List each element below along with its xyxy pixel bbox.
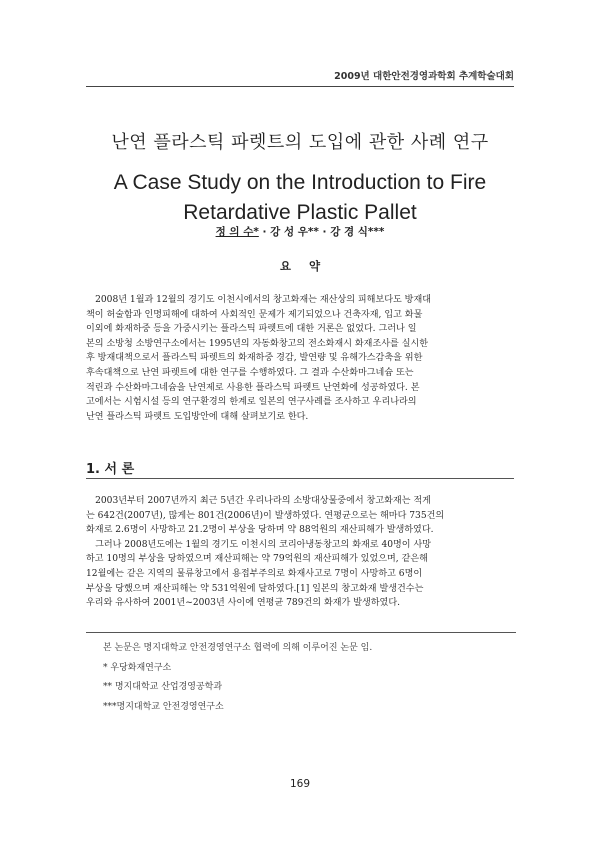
section-divider <box>86 478 514 479</box>
abstract-line: 2008년 1월과 12월의 경기도 이천시에서의 창고화재는 재산상의 피해보다도 방재대 <box>86 295 432 305</box>
english-title-line-2: Retardative Plastic Pallet <box>183 201 417 224</box>
title-block <box>86 128 514 228</box>
abstract-line: 이외에 화재하중 등을 가중시키는 플라스틱 파렛트에 대한 거론은 없었다. 그러나 일 <box>86 324 417 335</box>
introduction-line: 부상을 당했으며 재산피해는 약 531억원에 달하였다.[1] 일본의 창고화재 발생건수는 <box>86 583 424 594</box>
author-separator: · <box>322 226 327 238</box>
abstract-line: 적린과 수산화마그네슘을 난연제로 사용한 플라스틱 파렛트 난연화에 성공하였다. 본 <box>86 382 420 393</box>
introduction-line: 하고 10명의 부상을 당하였으며 재산피해는 약 79억원의 재산피해가 있었으며, 같은해 <box>86 554 428 565</box>
footnote: ***명지대학교 안전경영연구소 <box>103 701 224 712</box>
introduction-line: 우리와 유사하여 2001년~2003년 사이에 연평균 789건의 화재가 발생하였다. <box>86 598 401 609</box>
footnotes <box>103 639 523 717</box>
conference-header: 2009년 대한안전경영과학회 추계학술대회 <box>334 71 514 82</box>
abstract-line: 고에서는 시험시설 등의 연구환경의 한계로 일본의 연구사례를 조사하고 우리나라의 <box>86 397 417 408</box>
author-2: 강 성 우** <box>270 226 319 238</box>
english-title-line-1: A Case Study on the Introduction to Fire <box>113 171 487 194</box>
introduction-line: 그러나 2008년도에는 1월의 경기도 이천시의 코리아냉동창고의 화재로 40명이 사망 <box>86 539 432 550</box>
footnote: ** 명지대학교 산업경영공학과 <box>103 682 223 692</box>
abstract-line: 본의 소방청 소방연구소에서는 1995년의 자동화창고의 전소화재시 화재조사를 실시한 <box>86 338 429 349</box>
author-3: 강 경 식*** <box>330 226 385 238</box>
abstract-heading: 요약 <box>279 259 339 273</box>
korean-title: 난연 플라스틱 파렛트의 도입에 관한 사례 연구 <box>111 132 489 153</box>
author-list <box>86 224 514 239</box>
introduction-line: 12월에는 같은 지역의 물류창고에서 용접부주의로 화재사고로 7명이 사망하고 6명이 <box>86 568 423 579</box>
abstract-line: 난연 플라스틱 파렛트 도입방안에 대해 살펴보기로 한다. <box>86 411 309 422</box>
section-title-introduction: 1. 서 론 <box>86 462 135 477</box>
author-1: 정 의 수* <box>215 226 259 238</box>
footnote: 본 논문은 명지대학교 안전경영연구소 협력에 의해 이루어진 논문 임. <box>103 643 373 653</box>
introduction-line: 화재로 2.6명이 사망하고 21.2명이 부상을 당하며 약 88억원의 재산피해가 발생하였다. <box>86 525 434 536</box>
abstract-body <box>86 293 514 424</box>
abstract-line: 책이 허술함과 인명피해에 대하여 사회적인 문제가 제기되었으나 건축자재, 입고 화물 <box>86 309 423 320</box>
introduction-body <box>86 494 514 611</box>
header-divider <box>86 86 514 87</box>
page-number: 169 <box>289 778 311 790</box>
footnote-divider <box>86 632 516 633</box>
introduction-line: 는 642건(2007년), 많게는 801건(2006년)이 발생하였다. 연평균으로는 해마다 735건의 <box>86 510 445 521</box>
introduction-line: 2003년부터 2007년까지 최근 5년간 우리나라의 소방대상물중에서 창고화재는 적게 <box>86 496 431 506</box>
abstract-line: 후 방재대책으로서 플라스틱 파렛트의 화재하중 경감, 발연량 및 유해가스감축을 위한 <box>86 353 423 364</box>
footnote: * 우당화재연구소 <box>103 662 172 673</box>
abstract-line: 후속대책으로 난연 파렛트에 대한 연구를 수행하였다. 그 결과 수산화마그네슘 또는 <box>86 367 414 378</box>
author-separator: · <box>262 226 267 238</box>
english-title <box>86 168 514 228</box>
